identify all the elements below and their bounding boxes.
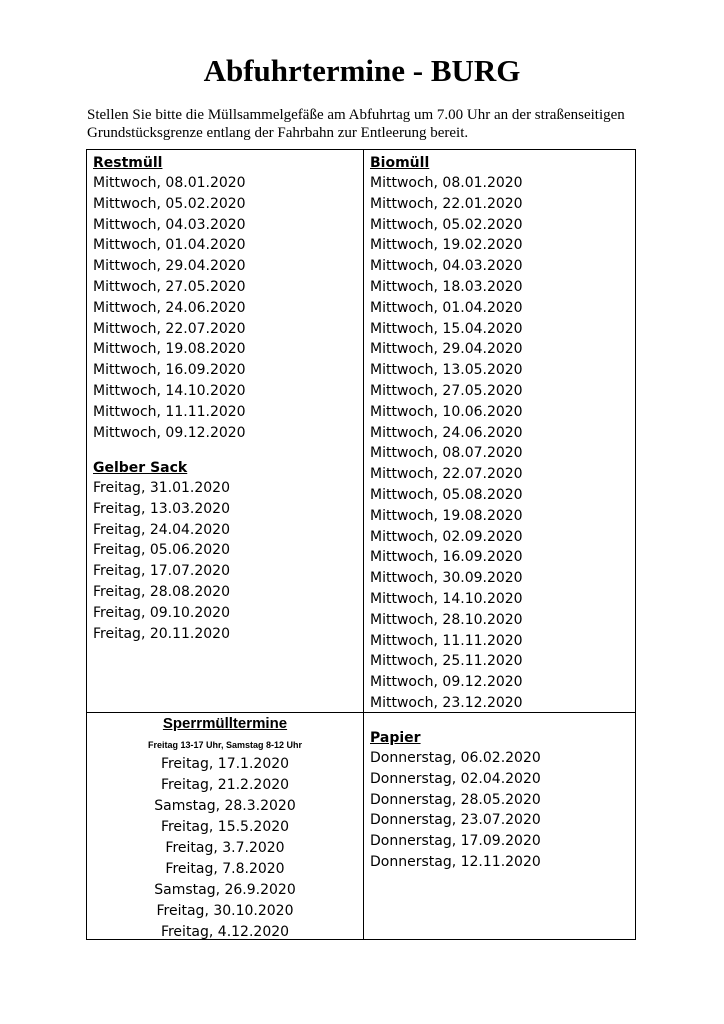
date-entry: Mittwoch, 05.02.2020 (370, 216, 523, 233)
date-entry: Mittwoch, 19.08.2020 (370, 507, 523, 524)
date-entry: Freitag, 24.04.2020 (93, 521, 230, 538)
date-entry: Samstag, 28.3.2020 (154, 798, 296, 814)
date-entry: Donnerstag, 23.07.2020 (370, 812, 541, 829)
date-entry: Freitag, 09.10.2020 (93, 604, 230, 621)
intro-line-1: Stellen Sie bitte die Müllsammelgefäße am Abfuhrtag um 7.00 Uhr an der straßenseitigen (87, 107, 625, 123)
date-entry: Mittwoch, 14.10.2020 (370, 590, 523, 607)
date-entry: Mittwoch, 02.09.2020 (370, 528, 523, 545)
intro-line-2: Grundstücksgrenze entlang der Fahrbahn zur Entleerung bereit. (87, 125, 469, 141)
restmuell-section (93, 153, 353, 443)
sperrmuell-hours: Freitag 13-17 Uhr, Samstag 8-12 Uhr (147, 740, 303, 750)
date-entry: Freitag, 28.08.2020 (93, 583, 230, 600)
date-entry: Mittwoch, 09.12.2020 (370, 674, 523, 691)
date-entry: Mittwoch, 25.11.2020 (370, 653, 523, 670)
date-entry: Mittwoch, 22.07.2020 (93, 320, 246, 337)
date-entry: Mittwoch, 24.06.2020 (370, 424, 523, 441)
date-entry: Mittwoch, 11.11.2020 (93, 403, 246, 420)
date-entry: Mittwoch, 08.07.2020 (370, 445, 523, 462)
date-entry: Freitag, 05.06.2020 (93, 542, 230, 559)
date-entry: Donnerstag, 28.05.2020 (370, 791, 541, 808)
date-entry: Freitag, 21.2.2020 (160, 777, 290, 793)
date-entry: Donnerstag, 12.11.2020 (370, 853, 541, 870)
papier-dates (370, 748, 630, 873)
date-entry: Mittwoch, 08.01.2020 (93, 175, 246, 191)
sperrmuell-heading: Sperrmülltermine (162, 715, 288, 732)
date-entry: Freitag, 20.11.2020 (93, 625, 230, 642)
column-divider (363, 150, 364, 939)
gelber-sack-dates (93, 478, 353, 644)
intro-text (87, 106, 647, 142)
date-entry: Freitag, 31.01.2020 (93, 480, 230, 496)
date-entry: Mittwoch, 19.02.2020 (370, 237, 523, 254)
date-entry: Freitag, 3.7.2020 (165, 840, 285, 856)
date-entry: Freitag, 13.03.2020 (93, 500, 230, 517)
date-entry: Mittwoch, 24.06.2020 (93, 299, 246, 316)
date-entry: Mittwoch, 11.11.2020 (370, 632, 523, 649)
date-entry: Donnerstag, 02.04.2020 (370, 770, 541, 787)
gelber-sack-section (93, 458, 353, 644)
date-entry: Mittwoch, 09.12.2020 (93, 424, 246, 441)
date-entry: Mittwoch, 05.02.2020 (93, 195, 246, 212)
date-entry: Donnerstag, 17.09.2020 (370, 833, 541, 850)
date-entry: Mittwoch, 23.12.2020 (370, 694, 523, 711)
date-entry: Mittwoch, 29.04.2020 (93, 258, 246, 275)
date-entry: Mittwoch, 22.07.2020 (370, 466, 523, 483)
date-entry: Mittwoch, 05.08.2020 (370, 486, 523, 503)
date-entry: Mittwoch, 16.09.2020 (370, 549, 523, 566)
date-entry: Samstag, 26.9.2020 (154, 882, 296, 898)
date-entry: Mittwoch, 19.08.2020 (93, 341, 246, 358)
date-entry: Mittwoch, 18.03.2020 (370, 278, 523, 295)
date-entry: Mittwoch, 29.04.2020 (370, 341, 523, 358)
date-entry: Mittwoch, 04.03.2020 (93, 216, 246, 233)
date-entry: Mittwoch, 28.10.2020 (370, 611, 523, 628)
date-entry: Mittwoch, 13.05.2020 (370, 362, 523, 379)
date-entry: Mittwoch, 15.04.2020 (370, 320, 523, 337)
biomuell-heading: Biomüll (370, 155, 430, 171)
restmuell-heading: Restmüll (93, 155, 163, 171)
sperrmuell-dates (87, 754, 363, 943)
date-entry: Mittwoch, 22.01.2020 (370, 195, 523, 212)
date-entry: Mittwoch, 04.03.2020 (370, 258, 523, 275)
biomuell-section (370, 153, 630, 714)
date-entry: Freitag, 4.12.2020 (160, 924, 290, 940)
date-entry: Freitag, 7.8.2020 (165, 861, 285, 877)
date-entry: Freitag, 17.07.2020 (93, 563, 230, 580)
date-entry: Mittwoch, 14.10.2020 (93, 382, 246, 399)
biomuell-dates (370, 173, 630, 714)
date-entry: Mittwoch, 27.05.2020 (370, 382, 523, 399)
date-entry: Mittwoch, 01.04.2020 (93, 237, 246, 254)
papier-section (370, 728, 630, 873)
date-entry: Mittwoch, 10.06.2020 (370, 403, 523, 420)
date-entry: Freitag, 30.10.2020 (156, 903, 294, 919)
date-entry: Donnerstag, 06.02.2020 (370, 750, 541, 766)
papier-heading: Papier (370, 730, 421, 746)
date-entry: Mittwoch, 08.01.2020 (370, 175, 523, 191)
date-entry: Mittwoch, 30.09.2020 (370, 570, 523, 587)
date-entry: Freitag, 17.1.2020 (160, 756, 290, 772)
gelber-sack-heading: Gelber Sack (93, 460, 188, 476)
date-entry: Mittwoch, 27.05.2020 (93, 278, 246, 295)
date-entry: Mittwoch, 01.04.2020 (370, 299, 523, 316)
schedule-table (86, 149, 636, 940)
page-title: Abfuhrtermine - BURG (203, 53, 521, 88)
restmuell-dates (93, 173, 353, 443)
date-entry: Freitag, 15.5.2020 (160, 819, 290, 835)
sperrmuell-section (87, 712, 363, 943)
date-entry: Mittwoch, 16.09.2020 (93, 362, 246, 379)
